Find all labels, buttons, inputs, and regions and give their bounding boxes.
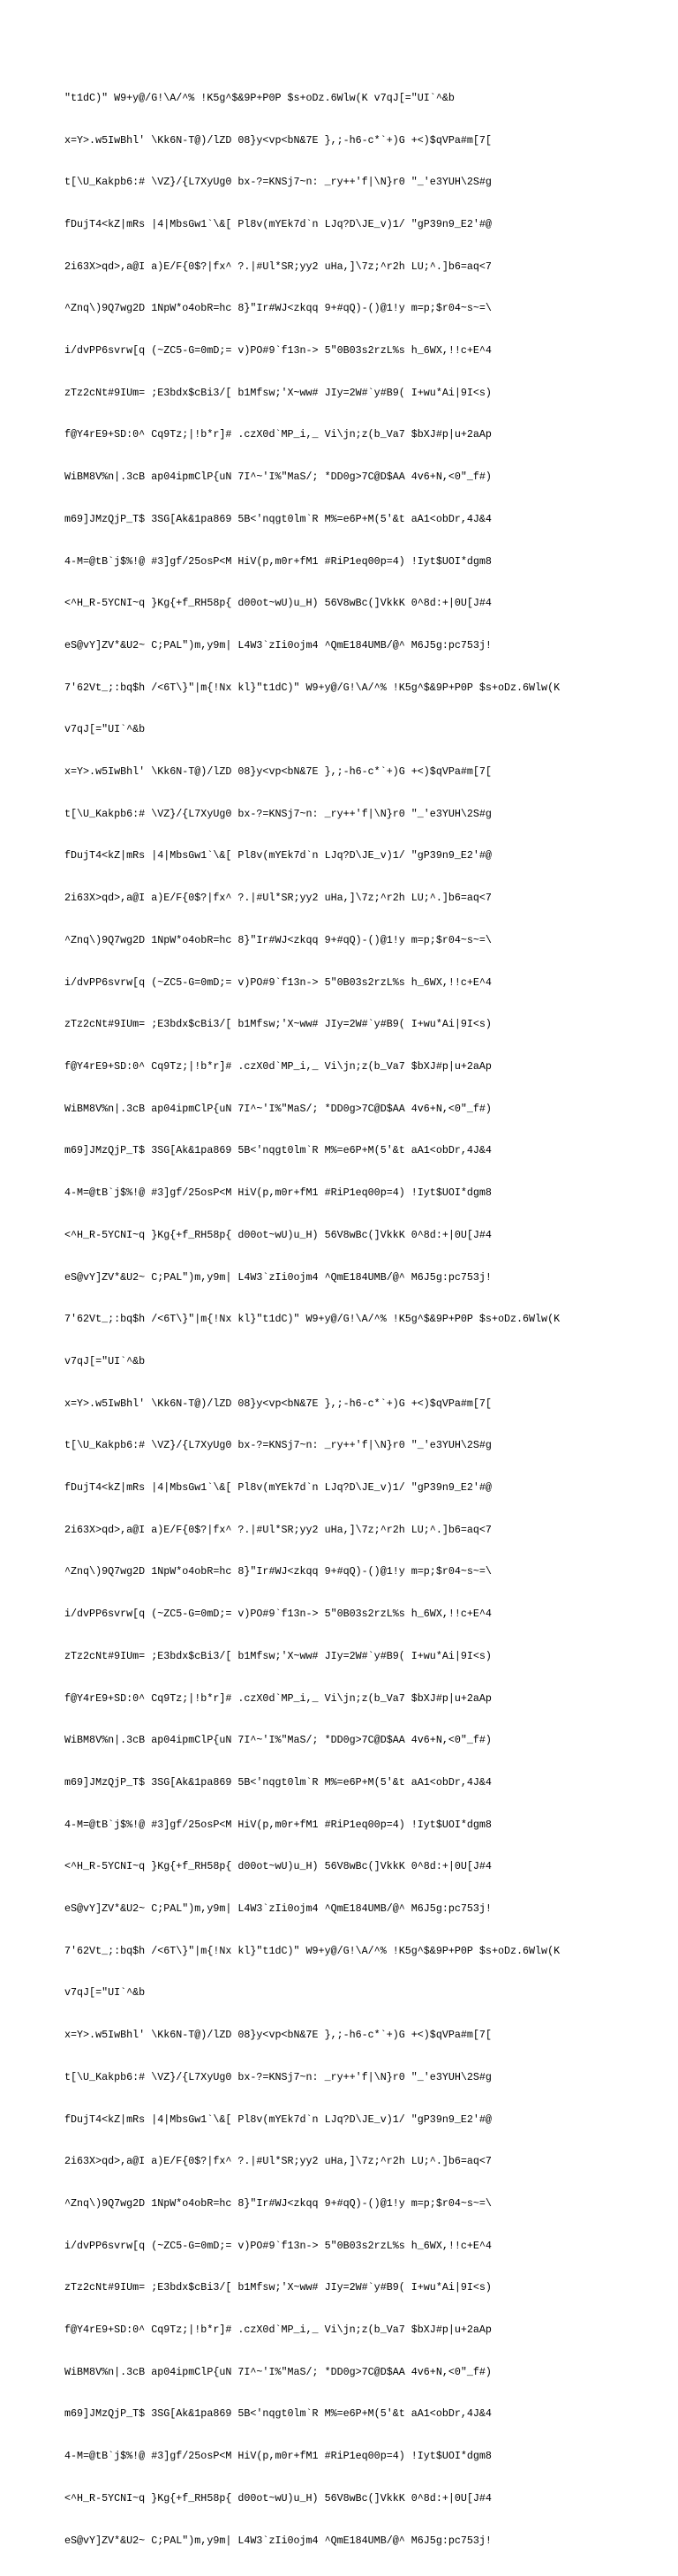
text-line: t[\U_Kakpb6:# \VZ}/{L7XyUg0 bx-?=KNSj7~n: _ry++'f|\N}r0 "_'e3YUH\2S#g: [64, 807, 492, 820]
text-line: t[\U_Kakpb6:# \VZ}/{L7XyUg0 bx-?=KNSj7~n: _ry++'f|\N}r0 "_'e3YUH\2S#g: [64, 2070, 492, 2083]
text-line: 4-M=@tB`j$%!@ #3]gf/25osP<M HiV(p,m0r+fM1 #RiP1eq00p=4) !Iyt$UOI*dgm8: [64, 1186, 492, 1200]
monospace-text-block: [64, 64, 612, 2576]
text-line: eS@vY]ZV*&U2~ C;PAL")m,y9m| L4W3`zIi0ojm4 ^QmE184UMB/@^ M6J5g:pc753j!: [64, 1902, 492, 1916]
text-line: v7qJ[="UI`^&b: [64, 1986, 146, 2000]
text-line: f@Y4rE9+SD:0^ Cq9Tz;|!b*r]# .czX0d`MP_i,_ Vi\jn;z(b_Va7 $bXJ#p|u+2aAp: [64, 1059, 492, 1073]
text-line: WiBM8V%n|.3cB ap04ipmClP{uN 7I^~'I%"MaS/; *DD0g>7C@D$AA 4v6+N,<0"_f#): [64, 1102, 492, 1115]
text-line: ^Znq\)9Q7wg2D 1NpW*o4obR=hc 8}"Ir#WJ<zkqq 9+#qQ)-()@1!y m=p;$r04~s~=\: [64, 2196, 492, 2210]
text-line: 2i63X>qd>,a@I a)E/F{0$?|fx^ ?.|#Ul*SR;yy2 uHa,]\7z;^r2h LU;^.]b6=aq<7: [64, 892, 492, 905]
text-line: <^H_R-5YCNI~q }Kg{+f_RH58p{ d00ot~wU)u_H) 56V8wBc(]VkkK 0^8d:+|0U[J#4: [64, 2491, 492, 2504]
text-line: eS@vY]ZV*&U2~ C;PAL")m,y9m| L4W3`zIi0ojm4 ^QmE184UMB/@^ M6J5g:pc753j!: [64, 638, 492, 652]
text-line: fDujT4<kZ|mRs |4|MbsGw1`\&[ Pl8v(mYEk7d`n LJq?D\JE_v)1/ "gP39n9_E2'#@: [64, 849, 492, 862]
text-line: t[\U_Kakpb6:# \VZ}/{L7XyUg0 bx-?=KNSj7~n: _ry++'f|\N}r0 "_'e3YUH\2S#g: [64, 1439, 492, 1452]
text-line: <^H_R-5YCNI~q }Kg{+f_RH58p{ d00ot~wU)u_H) 56V8wBc(]VkkK 0^8d:+|0U[J#4: [64, 1228, 492, 1241]
text-line: 2i63X>qd>,a@I a)E/F{0$?|fx^ ?.|#Ul*SR;yy2 uHa,]\7z;^r2h LU;^.]b6=aq<7: [64, 2155, 492, 2168]
text-line: eS@vY]ZV*&U2~ C;PAL")m,y9m| L4W3`zIi0ojm4 ^QmE184UMB/@^ M6J5g:pc753j!: [64, 2534, 492, 2547]
text-line: m69]JMzQjP_T$ 3SG[Ak&1pa869 5B<'nqgt0lm`R M%=e6P+M(5'&t aA1<obDr,4J&4: [64, 1144, 492, 1157]
text-line: f@Y4rE9+SD:0^ Cq9Tz;|!b*r]# .czX0d`MP_i,_ Vi\jn;z(b_Va7 $bXJ#p|u+2aAp: [64, 2324, 492, 2337]
text-line: 2i63X>qd>,a@I a)E/F{0$?|fx^ ?.|#Ul*SR;yy2 uHa,]\7z;^r2h LU;^.]b6=aq<7: [64, 1523, 492, 1536]
text-line: <^H_R-5YCNI~q }Kg{+f_RH58p{ d00ot~wU)u_H) 56V8wBc(]VkkK 0^8d:+|0U[J#4: [64, 1860, 492, 1873]
text-line: 7'62Vt_;:bq$h /<6T\}"|m{!Nx kl}"t1dC)" W9+y@/G!\A/^% !K5g^$&9P+P0P $s+oDz.6Wlw(K: [64, 1944, 561, 1957]
text-line: fDujT4<kZ|mRs |4|MbsGw1`\&[ Pl8v(mYEk7d`n LJq?D\JE_v)1/ "gP39n9_E2'#@: [64, 1481, 492, 1495]
text-line: 4-M=@tB`j$%!@ #3]gf/25osP<M HiV(p,m0r+fM1 #RiP1eq00p=4) !Iyt$UOI*dgm8: [64, 1818, 492, 1831]
text-line: i/dvPP6svrw[q (~ZC5-G=0mD;= v)PO#9`f13n-> 5"0B03s2rzL%s h_6WX,!!c+E^4: [64, 344, 492, 358]
text-line: i/dvPP6svrw[q (~ZC5-G=0mD;= v)PO#9`f13n-> 5"0B03s2rzL%s h_6WX,!!c+E^4: [64, 1608, 492, 1621]
text-line: 7'62Vt_;:bq$h /<6T\}"|m{!Nx kl}"t1dC)" W9+y@/G!\A/^% !K5g^$&9P+P0P $s+oDz.6Wlw(K: [64, 1313, 561, 1326]
text-line: m69]JMzQjP_T$ 3SG[Ak&1pa869 5B<'nqgt0lm`R M%=e6P+M(5'&t aA1<obDr,4J&4: [64, 512, 492, 525]
text-line: i/dvPP6svrw[q (~ZC5-G=0mD;= v)PO#9`f13n-> 5"0B03s2rzL%s h_6WX,!!c+E^4: [64, 2239, 492, 2252]
text-line: "t1dC)" W9+y@/G!\A/^% !K5g^$&9P+P0P $s+oDz.6Wlw(K v7qJ[="UI`^&b: [64, 91, 455, 104]
text-line: zTz2cNt#9IUm= ;E3bdx$cBi3/[ b1Mfsw;'X~ww# JIy=2W#`y#B9( I+wu*Ai|9I<s): [64, 386, 492, 399]
text-line: WiBM8V%n|.3cB ap04ipmClP{uN 7I^~'I%"MaS/; *DD0g>7C@D$AA 4v6+N,<0"_f#): [64, 1734, 492, 1747]
text-line: m69]JMzQjP_T$ 3SG[Ak&1pa869 5B<'nqgt0lm`R M%=e6P+M(5'&t aA1<obDr,4J&4: [64, 2407, 492, 2421]
text-line: v7qJ[="UI`^&b: [64, 723, 146, 736]
text-line: WiBM8V%n|.3cB ap04ipmClP{uN 7I^~'I%"MaS/; *DD0g>7C@D$AA 4v6+N,<0"_f#): [64, 471, 492, 484]
text-line: 2i63X>qd>,a@I a)E/F{0$?|fx^ ?.|#Ul*SR;yy2 uHa,]\7z;^r2h LU;^.]b6=aq<7: [64, 260, 492, 273]
text-line: zTz2cNt#9IUm= ;E3bdx$cBi3/[ b1Mfsw;'X~ww# JIy=2W#`y#B9( I+wu*Ai|9I<s): [64, 2281, 492, 2294]
text-line: v7qJ[="UI`^&b: [64, 1354, 146, 1367]
text-line: m69]JMzQjP_T$ 3SG[Ak&1pa869 5B<'nqgt0lm`R M%=e6P+M(5'&t aA1<obDr,4J&4: [64, 1775, 492, 1789]
text-line: 4-M=@tB`j$%!@ #3]gf/25osP<M HiV(p,m0r+fM1 #RiP1eq00p=4) !Iyt$UOI*dgm8: [64, 554, 492, 568]
text-line: zTz2cNt#9IUm= ;E3bdx$cBi3/[ b1Mfsw;'X~ww# JIy=2W#`y#B9( I+wu*Ai|9I<s): [64, 1018, 492, 1031]
text-line: zTz2cNt#9IUm= ;E3bdx$cBi3/[ b1Mfsw;'X~ww# JIy=2W#`y#B9( I+wu*Ai|9I<s): [64, 1649, 492, 1662]
text-line: WiBM8V%n|.3cB ap04ipmClP{uN 7I^~'I%"MaS/; *DD0g>7C@D$AA 4v6+N,<0"_f#): [64, 2365, 492, 2378]
text-line: ^Znq\)9Q7wg2D 1NpW*o4obR=hc 8}"Ir#WJ<zkqq 9+#qQ)-()@1!y m=p;$r04~s~=\: [64, 1565, 492, 1578]
text-line: 4-M=@tB`j$%!@ #3]gf/25osP<M HiV(p,m0r+fM1 #RiP1eq00p=4) !Iyt$UOI*dgm8: [64, 2450, 492, 2463]
text-line: eS@vY]ZV*&U2~ C;PAL")m,y9m| L4W3`zIi0ojm4 ^QmE184UMB/@^ M6J5g:pc753j!: [64, 1270, 492, 1284]
text-line: fDujT4<kZ|mRs |4|MbsGw1`\&[ Pl8v(mYEk7d`n LJq?D\JE_v)1/ "gP39n9_E2'#@: [64, 2113, 492, 2126]
text-line: x=Y>.w5IwBhl' \Kk6N-T@)/lZD 08}y<vp<bN&7E },;-h6-c*`+)G +<)$qVPa#m[7[: [64, 2029, 492, 2042]
text-line: x=Y>.w5IwBhl' \Kk6N-T@)/lZD 08}y<vp<bN&7E },;-h6-c*`+)G +<)$qVPa#m[7[: [64, 1397, 492, 1410]
text-line: ^Znq\)9Q7wg2D 1NpW*o4obR=hc 8}"Ir#WJ<zkqq 9+#qQ)-()@1!y m=p;$r04~s~=\: [64, 933, 492, 946]
text-line: t[\U_Kakpb6:# \VZ}/{L7XyUg0 bx-?=KNSj7~n: _ry++'f|\N}r0 "_'e3YUH\2S#g: [64, 176, 492, 189]
text-line: i/dvPP6svrw[q (~ZC5-G=0mD;= v)PO#9`f13n-> 5"0B03s2rzL%s h_6WX,!!c+E^4: [64, 975, 492, 989]
text-line: fDujT4<kZ|mRs |4|MbsGw1`\&[ Pl8v(mYEk7d`n LJq?D\JE_v)1/ "gP39n9_E2'#@: [64, 217, 492, 230]
text-line: ^Znq\)9Q7wg2D 1NpW*o4obR=hc 8}"Ir#WJ<zkqq 9+#qQ)-()@1!y m=p;$r04~s~=\: [64, 302, 492, 315]
text-line: x=Y>.w5IwBhl' \Kk6N-T@)/lZD 08}y<vp<bN&7E },;-h6-c*`+)G +<)$qVPa#m[7[: [64, 133, 492, 147]
text-line: f@Y4rE9+SD:0^ Cq9Tz;|!b*r]# .czX0d`MP_i,_ Vi\jn;z(b_Va7 $bXJ#p|u+2aAp: [64, 1691, 492, 1705]
text-line: x=Y>.w5IwBhl' \Kk6N-T@)/lZD 08}y<vp<bN&7E },;-h6-c*`+)G +<)$qVPa#m[7[: [64, 765, 492, 779]
text-line: f@Y4rE9+SD:0^ Cq9Tz;|!b*r]# .czX0d`MP_i,_ Vi\jn;z(b_Va7 $bXJ#p|u+2aAp: [64, 428, 492, 441]
text-line: 7'62Vt_;:bq$h /<6T\}"|m{!Nx kl}"t1dC)" W9+y@/G!\A/^% !K5g^$&9P+P0P $s+oDz.6Wlw(K: [64, 681, 561, 694]
text-line: <^H_R-5YCNI~q }Kg{+f_RH58p{ d00ot~wU)u_H) 56V8wBc(]VkkK 0^8d:+|0U[J#4: [64, 597, 492, 610]
